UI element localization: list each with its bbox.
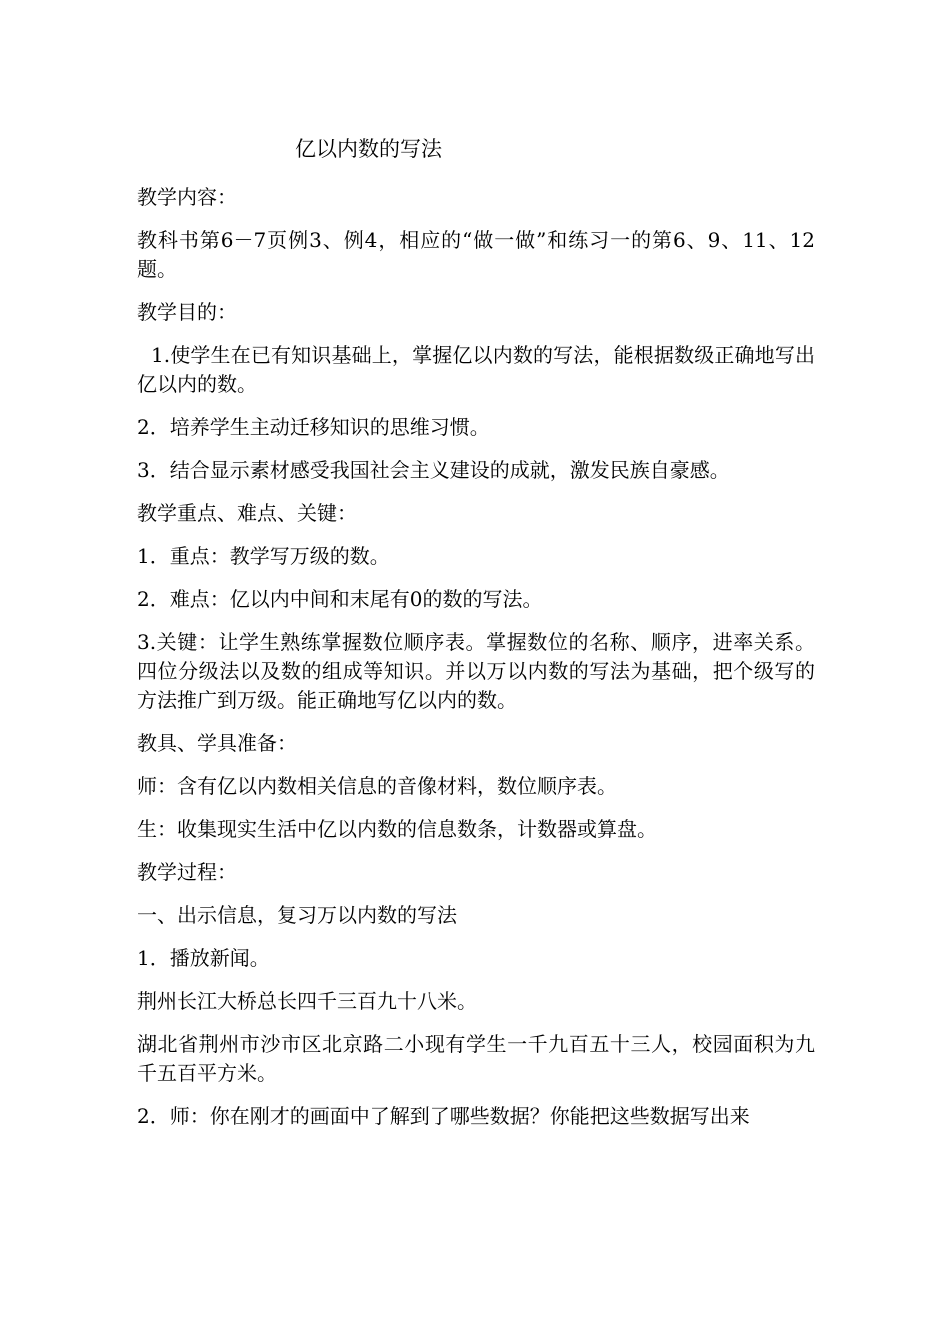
document-title: 亿以内数的写法 — [295, 137, 442, 161]
process-item-2: 2．师：你在刚才的画面中了解到了哪些数据？你能把这些数据写出来 — [137, 1104, 750, 1128]
objective-item-1: 1.使学生在已有知识基础上，掌握亿以内数的写法，能根据数级正确地写出亿以内的数。 — [137, 343, 815, 396]
keypoint-item-3: 3.关键：让学生熟练掌握数位顺序表。掌握数位的名称、顺序，进率关系。四位分级法以及数的组成等知识。并以万以内数的写法为基础，把个级写的方法推广到万级。能正确地写亿以内的数。 — [137, 630, 815, 712]
keypoint-item-1: 1．重点：教学写万级的数。 — [137, 544, 390, 568]
materials-teacher: 师：含有亿以内数相关信息的音像材料，数位顺序表。 — [137, 774, 617, 798]
objective-item-2: 2．培养学生主动迁移知识的思维习惯。 — [137, 415, 490, 439]
paragraph-content-detail: 教科书第6－7页例3、例4，相应的“做一做”和练习一的第6、9、11、12题。 — [137, 228, 815, 281]
keypoint-item-2: 2．难点：亿以内中间和末尾有0的数的写法。 — [137, 587, 543, 611]
process-item-1: 1．播放新闻。 — [137, 946, 270, 970]
news-line-2: 湖北省荆州市沙市区北京路二小现有学生一千九百五十三人，校园面积为九千五百平方米。 — [137, 1032, 815, 1085]
materials-student: 生：收集现实生活中亿以内数的信息数条，计数器或算盘。 — [137, 817, 657, 841]
section-heading-objectives: 教学目的： — [137, 300, 237, 324]
section-heading-materials: 教具、学具准备： — [137, 731, 297, 755]
process-step-heading-1: 一、出示信息，复习万以内数的写法 — [137, 903, 457, 927]
news-line-1: 荆州长江大桥总长四千三百九十八米。 — [137, 989, 477, 1013]
section-heading-process: 教学过程： — [137, 860, 237, 884]
document-page — [137, 133, 815, 1145]
section-heading-content: 教学内容： — [137, 185, 237, 209]
section-heading-keypoints: 教学重点、难点、关键： — [137, 501, 357, 525]
objective-item-3: 3．结合显示素材感受我国社会主义建设的成就，激发民族自豪感。 — [137, 458, 730, 482]
